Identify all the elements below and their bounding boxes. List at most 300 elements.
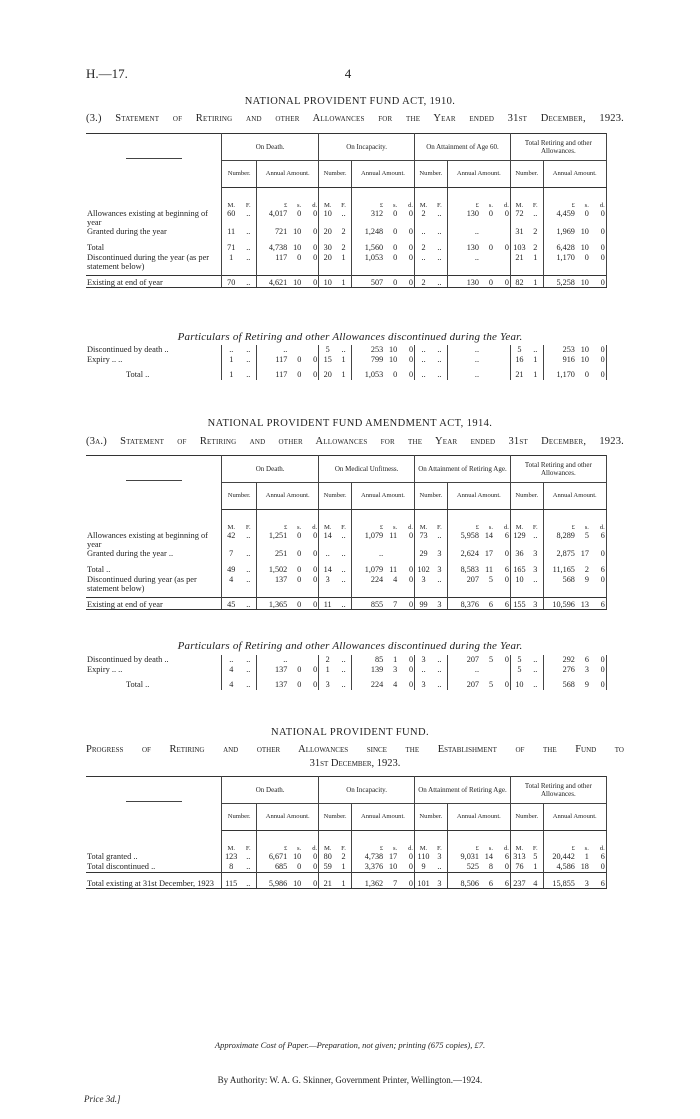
unit-label: M. xyxy=(227,845,235,852)
table-cell: .. xyxy=(432,345,447,355)
unit-label: £ xyxy=(571,524,575,531)
group-header: On Incapacity. xyxy=(319,134,415,161)
table-cell: 4,459 xyxy=(556,209,575,219)
table-cell: .. xyxy=(528,345,543,355)
table-cell: 99 xyxy=(415,597,433,610)
table-cell: .. xyxy=(240,355,256,365)
table-cell: 855 xyxy=(351,597,384,610)
table-cell: 14 xyxy=(323,565,332,574)
table-cell: .. xyxy=(240,674,256,690)
table-cell: 0 xyxy=(488,209,493,219)
table-cell: 3 xyxy=(325,680,330,690)
unit-label: F. xyxy=(240,510,256,532)
group-header: Total Retiring and other Allowances. xyxy=(510,456,606,483)
table-cell: 10 xyxy=(319,275,337,288)
sub-header-amount: Annual Amount. xyxy=(543,483,606,510)
table-cell: 685 xyxy=(274,862,288,871)
table-cell: 0 xyxy=(398,531,414,549)
table-cell: 8 xyxy=(229,862,234,871)
table-cell: 0 xyxy=(384,275,398,288)
table-row total-row xyxy=(86,872,624,889)
table-cell: 0 xyxy=(398,852,414,862)
table-cell: 0 xyxy=(494,655,510,665)
table-row xyxy=(86,549,624,559)
unit-label: d. xyxy=(494,510,510,532)
particulars-row xyxy=(86,364,624,380)
table-cell: 0 xyxy=(393,209,398,219)
sub-header-number: Number. xyxy=(222,804,257,831)
table-cell xyxy=(494,364,510,380)
table-cell: 0 xyxy=(393,243,398,252)
sub-header-amount: Annual Amount. xyxy=(257,483,319,510)
unit-label: M. xyxy=(515,524,524,531)
table-cell: 0 xyxy=(302,597,318,610)
table-row xyxy=(86,531,624,549)
table-cell: 0 xyxy=(590,355,606,365)
table-cell: 5,986 xyxy=(257,872,289,889)
table-cell: .. xyxy=(474,354,480,364)
table-cell: 9,031 xyxy=(460,852,479,862)
table-cell: 123 xyxy=(225,852,238,862)
table-cell: 72 xyxy=(515,209,524,219)
table-cell: 10 xyxy=(288,872,302,889)
table-cell: 2 xyxy=(336,227,351,237)
row-label: Granted during the year .. xyxy=(86,549,222,559)
table-cell: 5 xyxy=(488,655,494,664)
allowances-table-1910 xyxy=(86,133,624,288)
table-cell: 29 xyxy=(419,549,428,559)
table-cell: 3 xyxy=(528,559,543,575)
row-label: Existing at end of year xyxy=(86,275,222,288)
sub-header-number: Number. xyxy=(510,161,543,188)
table-cell: 2 xyxy=(421,243,426,252)
act-title-fund: NATIONAL PROVIDENT FUND. xyxy=(270,727,430,738)
table-cell: 30 xyxy=(323,243,332,252)
table-cell: 11 xyxy=(389,531,398,541)
row-label: Discontinued during year (as per statement below) xyxy=(86,575,222,593)
table-cell: 0 xyxy=(302,852,318,862)
table-cell: 916 xyxy=(562,354,575,364)
table-cell: 110 xyxy=(417,852,430,862)
table-cell: 10 xyxy=(515,574,524,584)
table-cell: 0 xyxy=(590,665,606,675)
table-cell: 5 xyxy=(528,852,543,862)
table-cell: 5,958 xyxy=(460,531,479,541)
table-cell: 0 xyxy=(494,549,510,559)
progress-table xyxy=(86,776,624,889)
unit-label: s. xyxy=(297,202,302,209)
table-cell: .. xyxy=(432,253,447,271)
table-cell: .. xyxy=(432,674,447,690)
table-cell: 6 xyxy=(590,852,606,862)
table-cell: 4,017 xyxy=(268,209,288,219)
table-cell: .. xyxy=(421,252,426,262)
table-cell: 8,289 xyxy=(556,531,575,541)
table-cell: 0 xyxy=(398,674,414,690)
table-cell: 71 xyxy=(227,243,236,252)
table-cell: 207 xyxy=(466,655,480,664)
table-cell: .. xyxy=(240,345,256,355)
table-cell: 0 xyxy=(494,275,510,288)
table-cell: 313 xyxy=(513,852,526,862)
table-cell: 292 xyxy=(562,655,575,664)
act-title-1910: NATIONAL PROVIDENT FUND ACT, 1910. xyxy=(244,96,456,107)
table-cell: 10 xyxy=(288,275,302,288)
table-cell xyxy=(288,345,302,355)
table-cell: .. xyxy=(432,531,447,549)
table-cell: 253 xyxy=(370,345,384,354)
table-cell: .. xyxy=(432,355,447,365)
unit-label: s. xyxy=(392,524,398,531)
unit-label: d. xyxy=(494,188,510,210)
table-row xyxy=(86,852,624,862)
table-cell xyxy=(494,227,510,237)
particulars-row xyxy=(86,655,624,665)
unit-label: M. xyxy=(227,524,235,531)
table-cell: .. xyxy=(432,665,447,675)
table-row xyxy=(86,862,624,872)
table-cell: 0 xyxy=(297,680,302,690)
table-cell xyxy=(480,345,494,355)
table-cell: 1 xyxy=(528,355,543,365)
cost-note: Approximate Cost of Paper.—Preparation, not given; printing (675 copies), £7. xyxy=(214,1040,486,1050)
table-cell: 11 xyxy=(319,597,337,610)
table-cell: 80 xyxy=(323,852,332,862)
row-label: Total .. xyxy=(86,674,222,690)
table-cell: 224 xyxy=(370,574,384,584)
table-cell: .. xyxy=(283,655,288,664)
table-cell: 0 xyxy=(398,237,414,253)
table-cell: .. xyxy=(421,345,426,354)
table-cell xyxy=(288,655,302,665)
group-header: On Incapacity. xyxy=(319,777,415,804)
units-spacer xyxy=(86,188,222,210)
table-cell: 0 xyxy=(590,862,606,872)
table-cell: 0 xyxy=(302,364,318,380)
table-cell: 17 xyxy=(484,549,493,559)
table-cell: 15,855 xyxy=(543,872,576,889)
table-cell: 1,560 xyxy=(364,243,384,252)
table-cell: 1 xyxy=(229,354,234,364)
unit-label: £ xyxy=(379,524,384,531)
table-cell: .. xyxy=(229,345,234,354)
table-cell: .. xyxy=(528,665,543,675)
table-cell: 82 xyxy=(510,275,528,288)
table-cell: 9 xyxy=(421,862,426,871)
table-cell xyxy=(480,253,494,271)
unit-label: £ xyxy=(475,202,479,209)
table-cell: .. xyxy=(240,253,256,271)
unit-label: £ xyxy=(283,202,288,209)
unit-label: £ xyxy=(571,845,575,852)
table-cell: 17 xyxy=(580,549,589,559)
table-cell: 18 xyxy=(580,862,589,871)
row-label: Total existing at 31st December, 1923 xyxy=(86,872,222,889)
table-row xyxy=(86,237,624,253)
table-cell: 0 xyxy=(393,227,398,237)
table-cell: 4 xyxy=(229,574,234,584)
table-cell: 3 xyxy=(432,549,447,559)
table-cell: 8 xyxy=(488,862,493,871)
table-cell: 312 xyxy=(370,209,384,219)
table-cell: 10 xyxy=(293,852,302,862)
table-cell: 0 xyxy=(398,275,414,288)
table-cell: 3 xyxy=(528,549,543,559)
table-cell: 0 xyxy=(590,345,606,355)
table-cell: 207 xyxy=(466,680,480,690)
table-cell: 3 xyxy=(432,597,447,610)
table-cell: 276 xyxy=(562,664,575,674)
table-cell: 1,362 xyxy=(351,872,384,889)
table-cell: 101 xyxy=(415,872,433,889)
sub-header-number: Number. xyxy=(415,804,448,831)
table-cell: 507 xyxy=(351,275,384,288)
units-row xyxy=(86,188,624,210)
table-cell: 5 xyxy=(584,531,589,541)
table-cell: 2,875 xyxy=(556,549,575,559)
table-cell: 10 xyxy=(293,243,302,252)
table-cell: 237 xyxy=(510,872,528,889)
table-cell xyxy=(480,355,494,365)
table-cell: 14 xyxy=(484,531,493,541)
table-cell: 137 xyxy=(275,664,288,674)
units-spacer xyxy=(86,510,222,532)
table-cell: 0 xyxy=(297,354,302,364)
table-cell: 525 xyxy=(466,862,479,871)
table-cell: 2 xyxy=(415,275,433,288)
unit-label: F. xyxy=(528,831,543,853)
header-spacer xyxy=(86,134,222,188)
unit-label: s. xyxy=(392,202,398,209)
row-label: Total discontinued .. xyxy=(86,862,222,872)
particulars-table-1914 xyxy=(86,655,624,690)
table-cell: 0 xyxy=(302,872,318,889)
table-cell: 73 xyxy=(419,531,428,541)
group-header: On Death. xyxy=(222,777,319,804)
table-cell: 0 xyxy=(302,862,318,872)
table-cell: 6 xyxy=(494,597,510,610)
unit-label: F. xyxy=(528,510,543,532)
table-row total-row xyxy=(86,275,624,288)
unit-label: d. xyxy=(302,510,318,532)
table-cell: .. xyxy=(528,209,543,227)
table-cell: .. xyxy=(421,354,426,364)
table-cell: 1,079 xyxy=(364,531,384,541)
table-cell: 3 xyxy=(584,664,589,674)
table-cell: 76 xyxy=(515,862,524,871)
table-cell: 0 xyxy=(297,565,302,574)
table-cell: 3 xyxy=(421,655,426,664)
particulars-title-1914: Particulars of Retiring and other Allowances discontinued during the Year. xyxy=(177,640,523,652)
table-cell: 2 xyxy=(528,227,543,237)
table-cell: 0 xyxy=(297,574,302,584)
table-cell: 59 xyxy=(323,862,332,871)
table-cell: 0 xyxy=(398,665,414,675)
table-cell: .. xyxy=(240,227,256,237)
unit-label: s. xyxy=(488,202,493,209)
unit-label: s. xyxy=(584,845,589,852)
table-cell: .. xyxy=(336,674,351,690)
table-cell xyxy=(480,665,494,675)
table-cell: 1,365 xyxy=(257,597,289,610)
unit-label: F. xyxy=(528,188,543,210)
table-cell xyxy=(480,227,494,237)
table-cell: 1 xyxy=(336,253,351,271)
sub-header-amount: Annual Amount. xyxy=(257,161,319,188)
table-cell: .. xyxy=(336,559,351,575)
table-cell: 2 xyxy=(584,565,589,574)
unit-label: M. xyxy=(419,202,428,209)
table-cell: .. xyxy=(240,575,256,593)
table-cell: .. xyxy=(432,237,447,253)
table-cell: 0 xyxy=(398,862,414,872)
unit-label: F. xyxy=(336,188,351,210)
table-cell: 1 xyxy=(528,364,543,380)
table-cell: 1,053 xyxy=(364,252,384,262)
table-cell: 1,502 xyxy=(268,565,288,574)
table-row xyxy=(86,575,624,593)
table-cell: 2 xyxy=(325,655,330,664)
table-cell: 103 xyxy=(513,243,526,252)
particulars-row xyxy=(86,665,624,675)
table-cell: 10 xyxy=(580,227,589,237)
statement-title-3a: (3a.) Statement of Retiring and other Allowances for the Year ended 31st December, 1923. xyxy=(86,436,624,447)
table-cell: 0 xyxy=(590,275,606,288)
table-cell xyxy=(384,549,398,559)
row-label: Allowances existing at beginning of year xyxy=(86,209,222,227)
table-cell: 6 xyxy=(590,559,606,575)
table-cell: 1 xyxy=(584,852,589,862)
table-cell: 10 xyxy=(515,680,524,690)
sub-header-amount: Annual Amount. xyxy=(543,804,606,831)
table-cell: .. xyxy=(240,209,256,227)
table-cell: 0 xyxy=(302,253,318,271)
unit-label: M. xyxy=(323,202,332,209)
table-cell: 0 xyxy=(398,872,414,889)
unit-label: d. xyxy=(590,510,606,532)
table-cell: 16 xyxy=(515,354,524,364)
table-cell: .. xyxy=(336,209,351,227)
table-cell: 85 xyxy=(374,655,384,664)
table-cell: 0 xyxy=(302,531,318,549)
table-cell: .. xyxy=(336,655,351,665)
table-cell: 70 xyxy=(222,275,241,288)
table-cell: 11,165 xyxy=(552,565,575,574)
table-cell: 0 xyxy=(590,237,606,253)
table-cell: 21 xyxy=(515,252,524,262)
table-cell: 568 xyxy=(562,574,575,584)
table-cell: 0 xyxy=(488,243,493,252)
table-cell: 3 xyxy=(325,574,330,584)
table-cell: 20,442 xyxy=(552,852,575,862)
table-cell: 1,969 xyxy=(556,227,575,237)
unit-label: F. xyxy=(432,510,447,532)
table-cell: 0 xyxy=(398,355,414,365)
table-cell: 20 xyxy=(323,227,332,237)
unit-label: M. xyxy=(323,524,332,531)
sub-header-number: Number. xyxy=(319,804,352,831)
table-cell: .. xyxy=(240,665,256,675)
table-cell: .. xyxy=(240,862,256,872)
table-cell: .. xyxy=(336,665,351,675)
sub-header-number: Number. xyxy=(319,161,352,188)
group-header: Total Retiring and other Allowances. xyxy=(510,134,606,161)
table-cell: 0 xyxy=(302,275,318,288)
table-cell: 1,251 xyxy=(268,531,288,541)
table-cell: 14 xyxy=(484,852,493,862)
sub-header-amount: Annual Amount. xyxy=(447,483,510,510)
table-cell: 5 xyxy=(517,664,522,674)
table-cell: 15 xyxy=(323,354,332,364)
table-cell: 3,376 xyxy=(364,862,384,871)
table-cell: 6 xyxy=(590,597,606,610)
table-cell: 1 xyxy=(528,275,543,288)
table-cell: 3 xyxy=(432,559,447,575)
table-cell: 0 xyxy=(494,862,510,872)
table-cell: 4 xyxy=(528,872,543,889)
table-cell: .. xyxy=(325,549,330,559)
sub-header-number: Number. xyxy=(510,804,543,831)
table-cell: 3 xyxy=(432,872,447,889)
table-cell: 1 xyxy=(229,252,234,262)
table-cell: 130 xyxy=(466,243,479,252)
sub-header-amount: Annual Amount. xyxy=(543,161,606,188)
table-cell: 0 xyxy=(584,209,589,219)
table-cell: 14 xyxy=(323,531,332,541)
table-cell xyxy=(494,253,510,271)
table-cell: .. xyxy=(432,209,447,227)
table-cell: 0 xyxy=(398,597,414,610)
unit-label: d. xyxy=(302,831,318,853)
table-cell: .. xyxy=(240,597,256,610)
group-header: Total Retiring and other Allowances. xyxy=(510,777,606,804)
table-row total-row xyxy=(86,597,624,610)
particulars-row xyxy=(86,345,624,355)
sub-header-number: Number. xyxy=(222,483,257,510)
unit-label: F. xyxy=(336,510,351,532)
table-cell: 0 xyxy=(302,355,318,365)
table-cell: 0 xyxy=(584,252,589,262)
table-cell: 799 xyxy=(370,354,384,364)
table-cell: 13 xyxy=(576,597,590,610)
table-cell: 0 xyxy=(584,370,589,380)
table-cell: 0 xyxy=(398,253,414,271)
row-label: Granted during the year xyxy=(86,227,222,237)
table-cell: 2 xyxy=(421,209,426,219)
unit-label: d. xyxy=(398,188,414,210)
group-header: On Attainment of Retiring Age. xyxy=(415,777,511,804)
table-cell: .. xyxy=(240,655,256,665)
table-cell: 137 xyxy=(275,680,288,690)
table-cell: 6 xyxy=(584,655,589,664)
table-cell: 5,258 xyxy=(543,275,576,288)
table-cell: 1 xyxy=(528,862,543,872)
statement-title-progress-line2: 31st December, 1923. xyxy=(309,758,401,769)
units-spacer xyxy=(86,831,222,853)
particulars-table-1910 xyxy=(86,345,624,380)
table-cell: 0 xyxy=(398,227,414,237)
sub-header-number: Number. xyxy=(510,483,543,510)
unit-label: £ xyxy=(283,845,288,852)
table-cell: 0 xyxy=(398,559,414,575)
unit-label: d. xyxy=(398,510,414,532)
table-cell: 0 xyxy=(398,655,414,665)
table-cell: 0 xyxy=(302,549,318,559)
sub-header-amount: Annual Amount. xyxy=(257,804,319,831)
table-cell: 2,624 xyxy=(460,549,479,559)
table-cell: .. xyxy=(421,664,426,674)
row-label: Discontinued by death .. xyxy=(86,655,222,665)
